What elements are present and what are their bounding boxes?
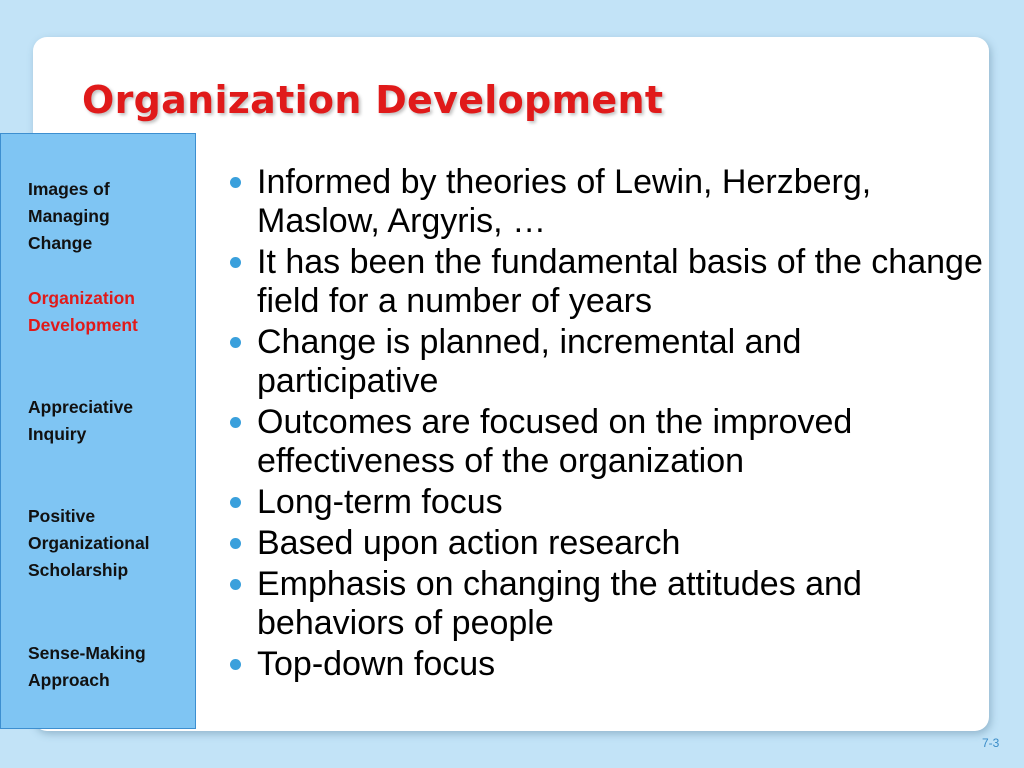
bullet-dot-icon — [230, 177, 241, 188]
sidebar-item-label-line: Images of — [28, 179, 110, 199]
sidebar-item-label-line: Approach — [28, 670, 110, 690]
sidebar-item-label-line: Scholarship — [28, 560, 129, 580]
bullet-list — [230, 163, 990, 686]
bullet-item — [230, 483, 990, 522]
sidebar-item-label-line: Inquiry — [28, 424, 87, 444]
sidebar-item-label-line: Organizational — [28, 533, 150, 553]
bullet-text: Emphasis on changing the attitudes and behaviors of people — [257, 565, 862, 642]
bullet-dot-icon — [230, 417, 241, 428]
bullet-dot-icon — [230, 659, 241, 670]
sidebar-item-label-line: Positive — [28, 506, 96, 526]
bullet-item — [230, 163, 990, 241]
sidebar-item-label-line: Organization — [28, 288, 135, 308]
bullet-item — [230, 243, 990, 321]
bullet-text: Long-term focus — [257, 483, 503, 521]
bullet-dot-icon — [230, 579, 241, 590]
bullet-dot-icon — [230, 497, 241, 508]
bullet-text: Top-down focus — [257, 645, 496, 683]
sidebar-item-appreciative-inquiry[interactable] — [28, 394, 133, 448]
sidebar-item-label-line: Development — [28, 315, 138, 335]
bullet-item — [230, 403, 990, 481]
sidebar-item-label-line: Appreciative — [28, 397, 134, 417]
bullet-item — [230, 565, 990, 643]
sidebar-item-images-of-managing-change[interactable] — [28, 176, 110, 257]
bullet-item — [230, 645, 990, 684]
slide-title: Organization Development — [82, 78, 664, 122]
bullet-dot-icon — [230, 337, 241, 348]
bullet-text: Change is planned, incremental and participative — [257, 323, 802, 400]
bullet-text: Informed by theories of Lewin, Herzberg, Maslow, Argyris, … — [257, 163, 872, 240]
bullet-item — [230, 524, 990, 563]
bullet-text: Outcomes are focused on the improved effectiveness of the organization — [257, 403, 853, 480]
sidebar-item-organization-development[interactable] — [28, 285, 138, 339]
bullet-item — [230, 323, 990, 401]
sidebar-item-label-line: Change — [28, 233, 93, 253]
sidebar-item-sense-making-approach[interactable] — [28, 640, 146, 694]
bullet-text: Based upon action research — [257, 524, 681, 562]
slide-number: 7-3 — [982, 736, 1000, 750]
sidebar-item-label-line: Managing — [28, 206, 110, 226]
sidebar-item-positive-organizational-scholarship[interactable] — [28, 503, 150, 584]
bullet-dot-icon — [230, 538, 241, 549]
sidebar-item-label-line: Sense-Making — [28, 643, 146, 663]
bullet-dot-icon — [230, 257, 241, 268]
bullet-text: It has been the fundamental basis of the change field for a number of years — [257, 243, 983, 320]
topic-sidebar — [0, 133, 196, 729]
